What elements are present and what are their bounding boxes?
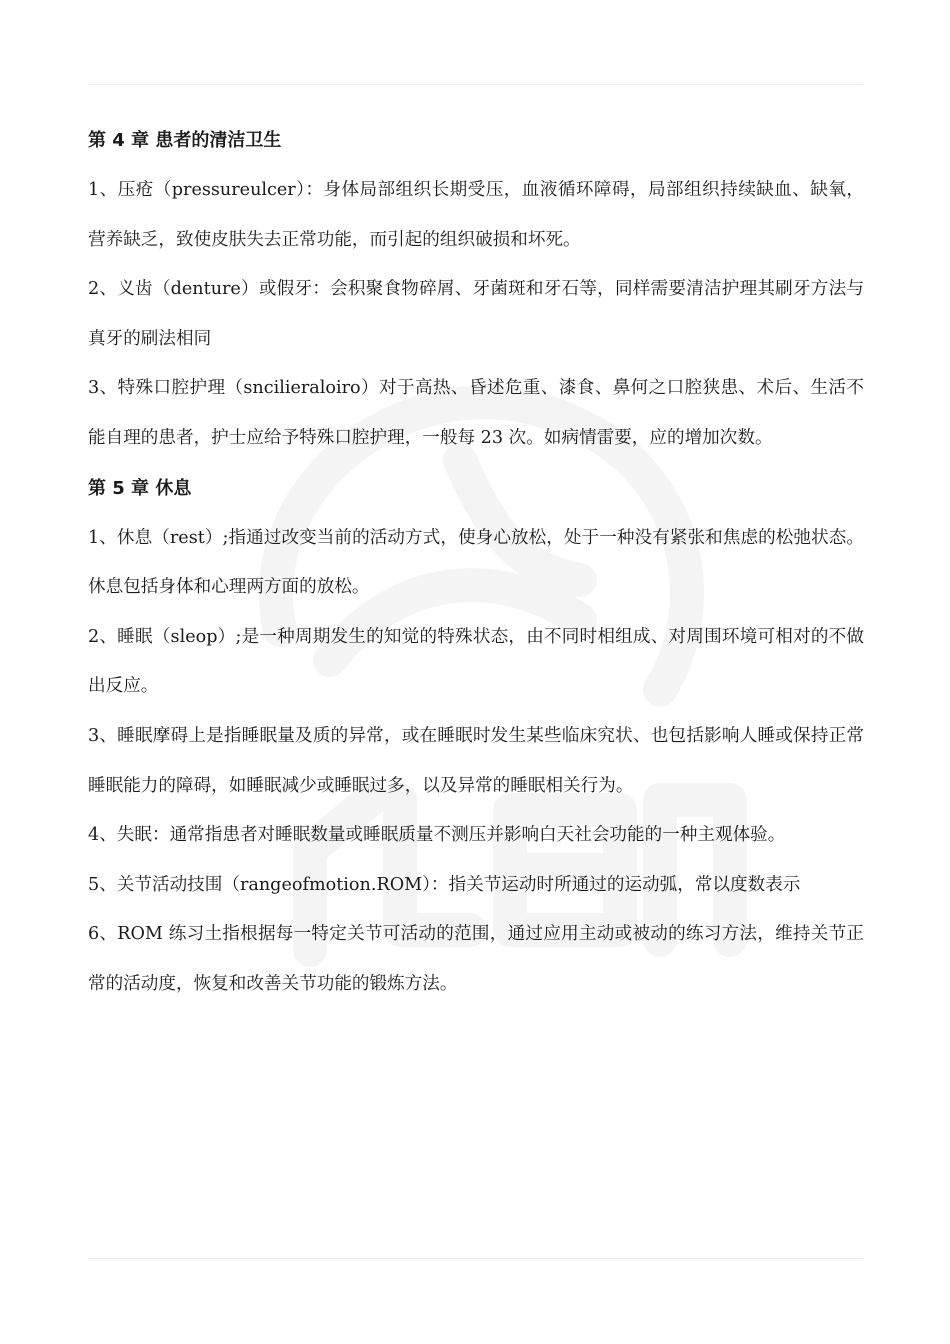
chapter-5-paragraph-4: 4、失眠：通常指患者对睡眠数量或睡眠质量不测压并影响白天社会功能的一种主观体验。	[88, 825, 786, 846]
footer-rule	[88, 1258, 863, 1259]
chapter-5-title: 第 5 章 休息	[88, 477, 192, 499]
chapter-4-paragraph-1: 1、压疮（pressureulcer）：身体局部组织长期受压，血液循环障碍，局部组织持续缺血、缺氧，营养缺乏，致使皮肤失去正常功能，而引起的组织破损和坏死。	[88, 180, 864, 250]
chapter-5-paragraph-2: 2、睡眠（sleop）;是一种周期发生的知觉的特殊状态，由不同时相组成、对周围环境可相对的不做出反应。	[88, 626, 864, 697]
chapter-5-paragraph-1: 1、休息（rest）;指通过改变当前的活动方式，使身心放松，处于一种没有紧张和焦虑的松弛状态。休息包括身体和心理两方面的放松。	[88, 527, 864, 598]
chapter-4-paragraph-3: 3、特殊口腔护理（sncilieraloiro）对于高热、昏述危重、漆食、鼻何之口腔狭患、术后、生活不能自理的患者，护士应给予特殊口腔护理，一般每 23 次。如病情雷要，应的增加次数。	[88, 378, 864, 448]
header-rule	[88, 84, 863, 85]
chapter-5-paragraph-5: 5、关节活动技围（rangeofmotion.ROM）：指关节运动时所通过的运动弧，常以度数表示	[88, 874, 801, 895]
chapter-5-paragraph-3: 3、睡眠摩碍上是指睡眠量及质的异常，或在睡眠时发生某些临床究状、也包括影响人睡或保持正常睡眠能力的障碍，如睡眠减少或睡眠过多，以及异常的睡眠相关行为。	[88, 725, 864, 796]
chapter-5-paragraph-6: 6、ROM 练习土指根据每一特定关节可活动的范围，通过应用主动或被动的练习方法，维持关节正常的活动度，恢复和改善关节功能的锻炼方法。	[88, 924, 864, 994]
document-body	[88, 116, 864, 1010]
chapter-4-paragraph-2: 2、义齿（denture）或假牙：会积聚食物碎屑、牙菌斑和牙石等，同样需要清洁护理其刷牙方法与真牙的刷法相同	[88, 279, 864, 349]
chapter-4-title: 第 4 章 患者的清洁卫生	[88, 130, 282, 151]
